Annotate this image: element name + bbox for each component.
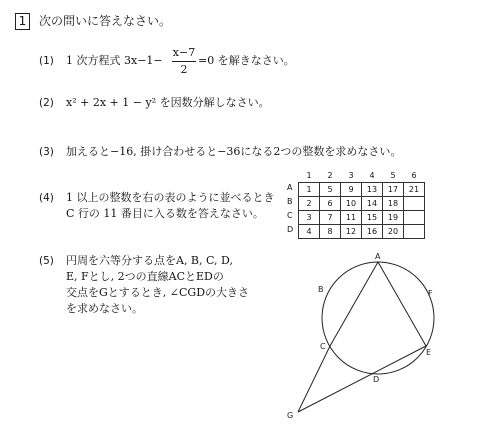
q3-text: 加えると−16, 掛け合わせると−36になる2つの整数を求めなさい。 [66,145,402,158]
table-cell: 7 [320,211,341,225]
table-cell: 10 [341,197,362,211]
section-instruction: 次の問いに答えなさい。 [39,14,172,28]
q1-suffix: =0 を解きなさい。 [198,54,295,67]
q5-line1: 円周を六等分する点をA, B, C, D, [66,254,233,267]
table-row-header: A [287,183,293,192]
q3-number: (3) [39,146,54,158]
point-label-g: G [287,411,294,420]
q4-line2: C 行の 11 番目に入る数を答えなさい。 [66,207,264,220]
q1-number: (1) [39,55,54,67]
section-number-box: 1 [15,13,30,30]
table-cell: 20 [383,225,404,239]
table-cell: 13 [362,183,383,197]
table-cell: 19 [383,211,404,225]
figure-segment-ae [378,262,426,346]
figure-line-cg [298,346,330,412]
table-col-header: 6 [411,171,417,180]
table-col-header: 5 [390,171,396,180]
q5-number: (5) [39,255,54,267]
table-cell: 8 [320,225,341,239]
point-label-a: A [375,252,381,261]
table-cell: 4 [299,225,320,239]
table-cell: 3 [299,211,320,225]
table-col-header: 2 [327,171,333,180]
table-col-header: 4 [369,171,375,180]
table-cell: 16 [362,225,383,239]
table-cell: 1 [299,183,320,197]
table-cell: 21 [404,183,425,197]
table-cell: 9 [341,183,362,197]
table-cell: 5 [320,183,341,197]
table-cell: 14 [362,197,383,211]
q2-number: (2) [39,97,54,109]
table-cell: 11 [341,211,362,225]
table-col-header: 1 [306,171,312,180]
point-label-f: F [428,289,433,298]
table-row-header: C [287,211,293,220]
q1-fraction-denominator: 2 [180,63,188,76]
table-cell: 12 [341,225,362,239]
table-cell: 18 [383,197,404,211]
q2-text: x² + 2x + 1 − y² を因数分解しなさい。 [66,96,270,109]
q4-line1: 1 以上の整数を右の表のように並べるとき [66,191,275,204]
point-label-b: B [318,285,324,294]
point-label-d: D [373,375,380,384]
q5-line3: 交点をGとするとき, ∠CGDの大きさ [66,286,250,299]
q5-line2: E, Fとし, 2つの直線ACとEDの [66,270,224,283]
q4-number: (4) [39,192,54,204]
point-label-e: E [426,348,432,357]
q5-line4: を求めなさい。 [66,302,143,315]
table-row-header: D [287,225,294,234]
table-cell: 17 [383,183,404,197]
table-col-header: 3 [348,171,354,180]
q1-prefix: 1 次方程式 3x−1− [66,54,163,67]
figure-circle [322,262,434,374]
table-cell: 15 [362,211,383,225]
table-cell: 2 [299,197,320,211]
figure-segment-ac [330,262,378,346]
point-label-c: C [320,342,326,351]
figure-line-eg [298,346,426,412]
table-cell: 6 [320,197,341,211]
q1-fraction-numerator: x−7 [172,46,196,59]
table-row-header: B [287,197,293,206]
